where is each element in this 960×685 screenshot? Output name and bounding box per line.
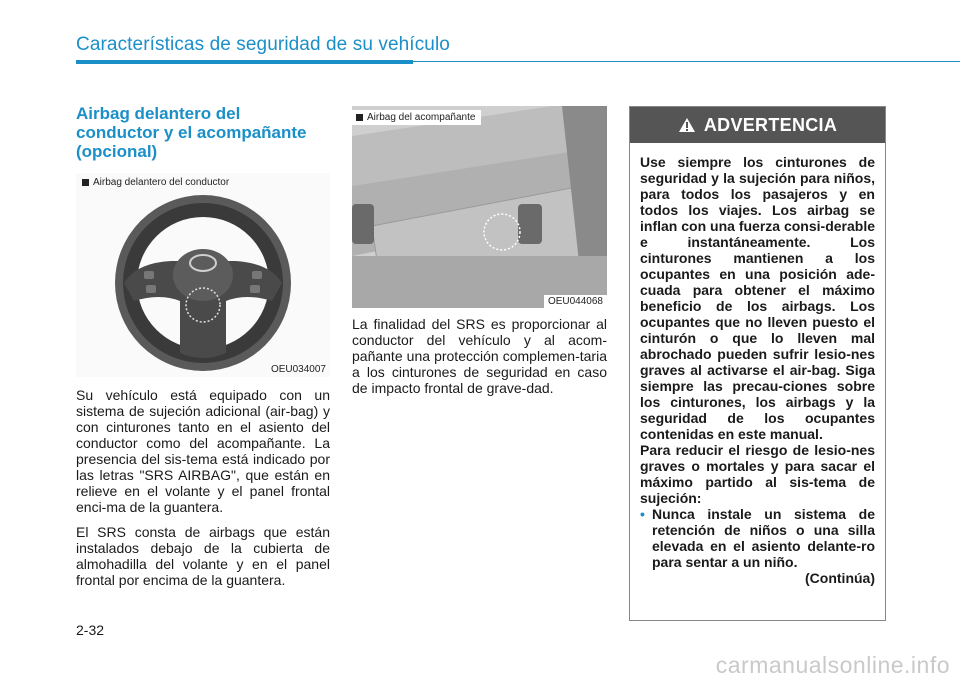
figure-caption-text: Airbag delantero del conductor xyxy=(93,177,230,188)
warning-body xyxy=(630,143,885,586)
figure-caption xyxy=(82,177,229,188)
paragraph: Su vehículo está equipado con un sistema de sujeción adicional (air-bag) y con cinturones tanto en el asiento del conductor como del acompañante. La presencia del sis-tema está indicado por las letras "SRS AIRBAG", que están en relieve en el volante y el panel frontal enci-ma de la guantera. xyxy=(76,387,330,515)
warning-paragraph: Use siempre los cinturones de seguridad y la sujeción para niños, para todos los pasajeros y en todos los viajes. Los airbag se inflan con una fuerza consi-derable e instantáneamente. Los cinturones mantienen a los ocupantes en una posición ade-cuada para obtener el máximo beneficio de los airbags. Los ocupantes que no lleven puesto el cinturón o que lo lleven mal abrochado pueden sufrir lesio-nes graves al activarse el air-bag. Siga siempre las precau-ciones sobre los cinturones, los airbags y la seguridad de los ocupantes contenidas en este manual. xyxy=(640,154,875,442)
warning-box xyxy=(629,106,886,621)
warning-triangle-icon xyxy=(678,117,696,133)
warning-title: ADVERTENCIA xyxy=(703,114,838,135)
paragraph: El SRS consta de airbags que están instalados debajo de la cubierta de almohadilla del volante y en el panel frontal por encima de la guantera. xyxy=(76,524,330,588)
subsection-heading xyxy=(76,104,330,161)
figure-passenger-airbag xyxy=(352,106,607,308)
figure-code: OEU044068 xyxy=(544,295,607,308)
warning-bullet-text: Nunca instale un sistema de retención de niños o una silla elevada en el asiento delante-ro para sentar a un niño. xyxy=(652,506,875,570)
figure-code: OEU034007 xyxy=(270,364,326,375)
column-1 xyxy=(76,104,330,597)
figure-caption xyxy=(352,110,481,125)
header-rule-thin xyxy=(413,61,960,62)
bullet-dot-icon: • xyxy=(640,506,645,522)
caption-square-icon xyxy=(82,179,89,186)
warning-header xyxy=(630,107,885,143)
header-rule-thick xyxy=(76,60,413,64)
caption-square-icon xyxy=(356,114,363,121)
page-number: 2-32 xyxy=(76,622,105,638)
section-title: Características de seguridad de su vehículo xyxy=(76,34,450,55)
heading-line-1: Airbag delantero del xyxy=(76,104,241,123)
body-text-column-2 xyxy=(352,316,607,405)
watermark: carmanualsonline.info xyxy=(715,652,950,678)
heading-line-2: conductor y el acompañante xyxy=(76,123,307,142)
heading-line-3: (opcional) xyxy=(76,142,158,161)
continued-label: (Continúa) xyxy=(805,570,875,586)
steering-wheel-illustration xyxy=(76,173,330,377)
warning-bullet xyxy=(640,506,875,570)
body-text-column-1 xyxy=(76,387,330,588)
figure-driver-airbag xyxy=(76,173,330,377)
dashboard-illustration xyxy=(352,106,607,308)
figure-caption-text: Airbag del acompañante xyxy=(367,112,476,123)
paragraph: La finalidad del SRS es proporcionar al conductor del vehículo y al acom-pañante una protección complemen-taria a los cinturones de seguridad en caso de impacto frontal de grave-dad. xyxy=(352,316,607,396)
warning-paragraph: Para reducir el riesgo de lesio-nes graves o mortales y para sacar el máximo partido al sis-tema de sujeción: xyxy=(640,442,875,506)
